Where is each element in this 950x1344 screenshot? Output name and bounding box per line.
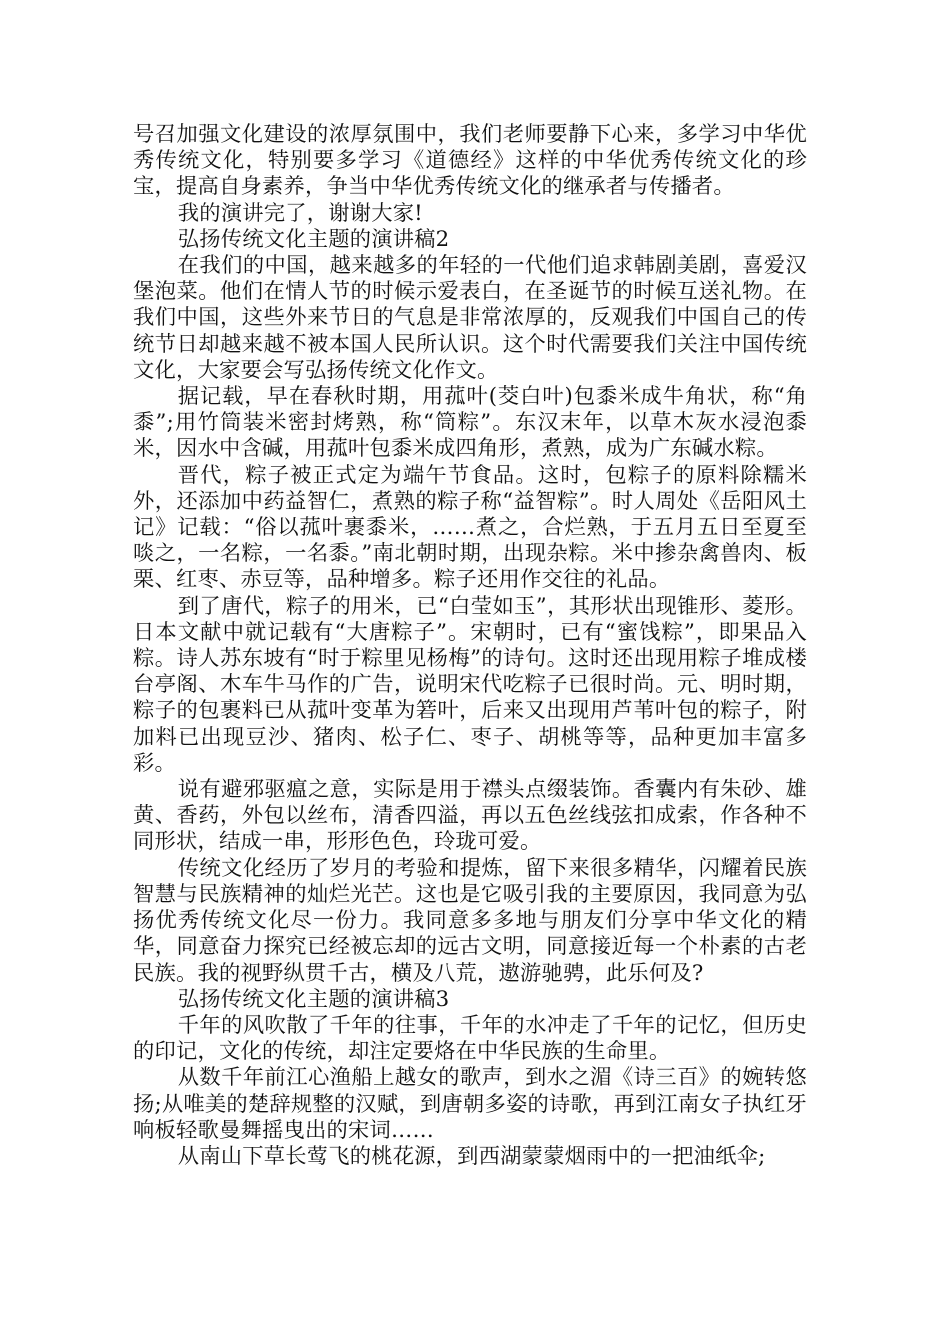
section-heading: 弘扬传统文化主题的演讲稿2 bbox=[177, 226, 450, 252]
paragraph: 千年的风吹散了千年的往事，千年的水冲走了千年的记忆，但历史的印记，文化的传统，却注定要烙在中华民族的生命里。 bbox=[133, 1012, 807, 1065]
paragraph: 号召加强文化建设的浓厚氛围中，我们老师要静下心来，多学习中华优秀传统文化，特别要多学习《道德经》这样的中华优秀传统文化的珍宝，提高自身素养，争当中华优秀传统文化的继承者与传播者。 bbox=[133, 122, 807, 200]
paragraph: 晋代，粽子被正式定为端午节食品。这时，包粽子的原料除糯米外，还添加中药益智仁，煮熟的粽子称“益智粽”。时人周处《岳阳风土记》记载：“俗以菰叶裹黍米，……煮之，合烂熟，于五月五日至夏至啖之，一名粽，一名黍。”南北朝时期，出现杂粽。米中掺杂禽兽肉、板栗、红枣、赤豆等，品种增多。粽子还用作交往的礼品。 bbox=[133, 462, 807, 593]
paragraph: 在我们的中国，越来越多的年轻的一代他们追求韩剧美剧，喜爱汉堡泡菜。他们在情人节的时候示爱表白，在圣诞节的时候互送礼物。在我们中国，这些外来节日的气息是非常浓厚的，反观我们中国自己的传统节日却越来越不被本国人民所认识。这个时代需要我们关注中国传统文化，大家要会写弘扬传统文化作文。 bbox=[133, 253, 807, 383]
paragraph: 我的演讲完了，谢谢大家! bbox=[177, 200, 423, 226]
paragraph: 到了唐代，粽子的用米，已“白莹如玉”，其形状出现锥形、菱形。日本文献中就记载有“大唐粽子”。宋朝时，已有“蜜饯粽”，即果品入粽。诗人苏东坡有“时于粽里见杨梅”的诗句。这时还出现用粽子堆成楼台亭阁、木车牛马作的广告，说明宋代吃粽子已很时尚。元、明时期，粽子的包裹料已从菰叶变革为箬叶，后来又出现用芦苇叶包的粽子，附加料已出现豆沙、猪肉、松子仁、枣子、胡桃等等，品种更加丰富多彩。 bbox=[133, 593, 807, 776]
paragraph: 说有避邪驱瘟之意，实际是用于襟头点缀装饰。香囊内有朱砂、雄黄、香药，外包以丝布，清香四溢，再以五色丝线弦扣成索，作各种不同形状，结成一串，形形色色，玲珑可爱。 bbox=[133, 777, 807, 855]
paragraph: 据记载，早在春秋时期，用菰叶(茭白叶)包黍米成牛角状，称“角黍”;用竹筒装米密封烤熟，称“筒粽”。东汉末年，以草木灰水浸泡黍米，因水中含碱，用菰叶包黍米成四角形，煮熟，成为广东碱水粽。 bbox=[133, 384, 807, 462]
document-page bbox=[133, 122, 807, 1170]
paragraph: 从南山下草长莺飞的桃花源，到西湖蒙蒙烟雨中的一把油纸伞; bbox=[177, 1143, 766, 1169]
paragraph: 传统文化经历了岁月的考验和提炼，留下来很多精华，闪耀着民族智慧与民族精神的灿烂光芒。这也是它吸引我的主要原因，我同意为弘扬优秀传统文化尽一份力。我同意多多地与朋友们分享中华文化的精华，同意奋力探究已经被忘却的远古文明，同意接近每一个朴素的古老民族。我的视野纵贯千古，横及八荒，遨游驰骋，此乐何及? bbox=[133, 855, 807, 986]
paragraph: 从数千年前江心渔船上越女的歌声，到水之湄《诗三百》的婉转悠扬;从唯美的楚辞规整的汉赋，到唐朝多姿的诗歌，再到江南女子执红牙响板轻歌曼舞摇曳出的宋词…… bbox=[133, 1065, 807, 1143]
section-heading: 弘扬传统文化主题的演讲稿3 bbox=[177, 986, 450, 1012]
